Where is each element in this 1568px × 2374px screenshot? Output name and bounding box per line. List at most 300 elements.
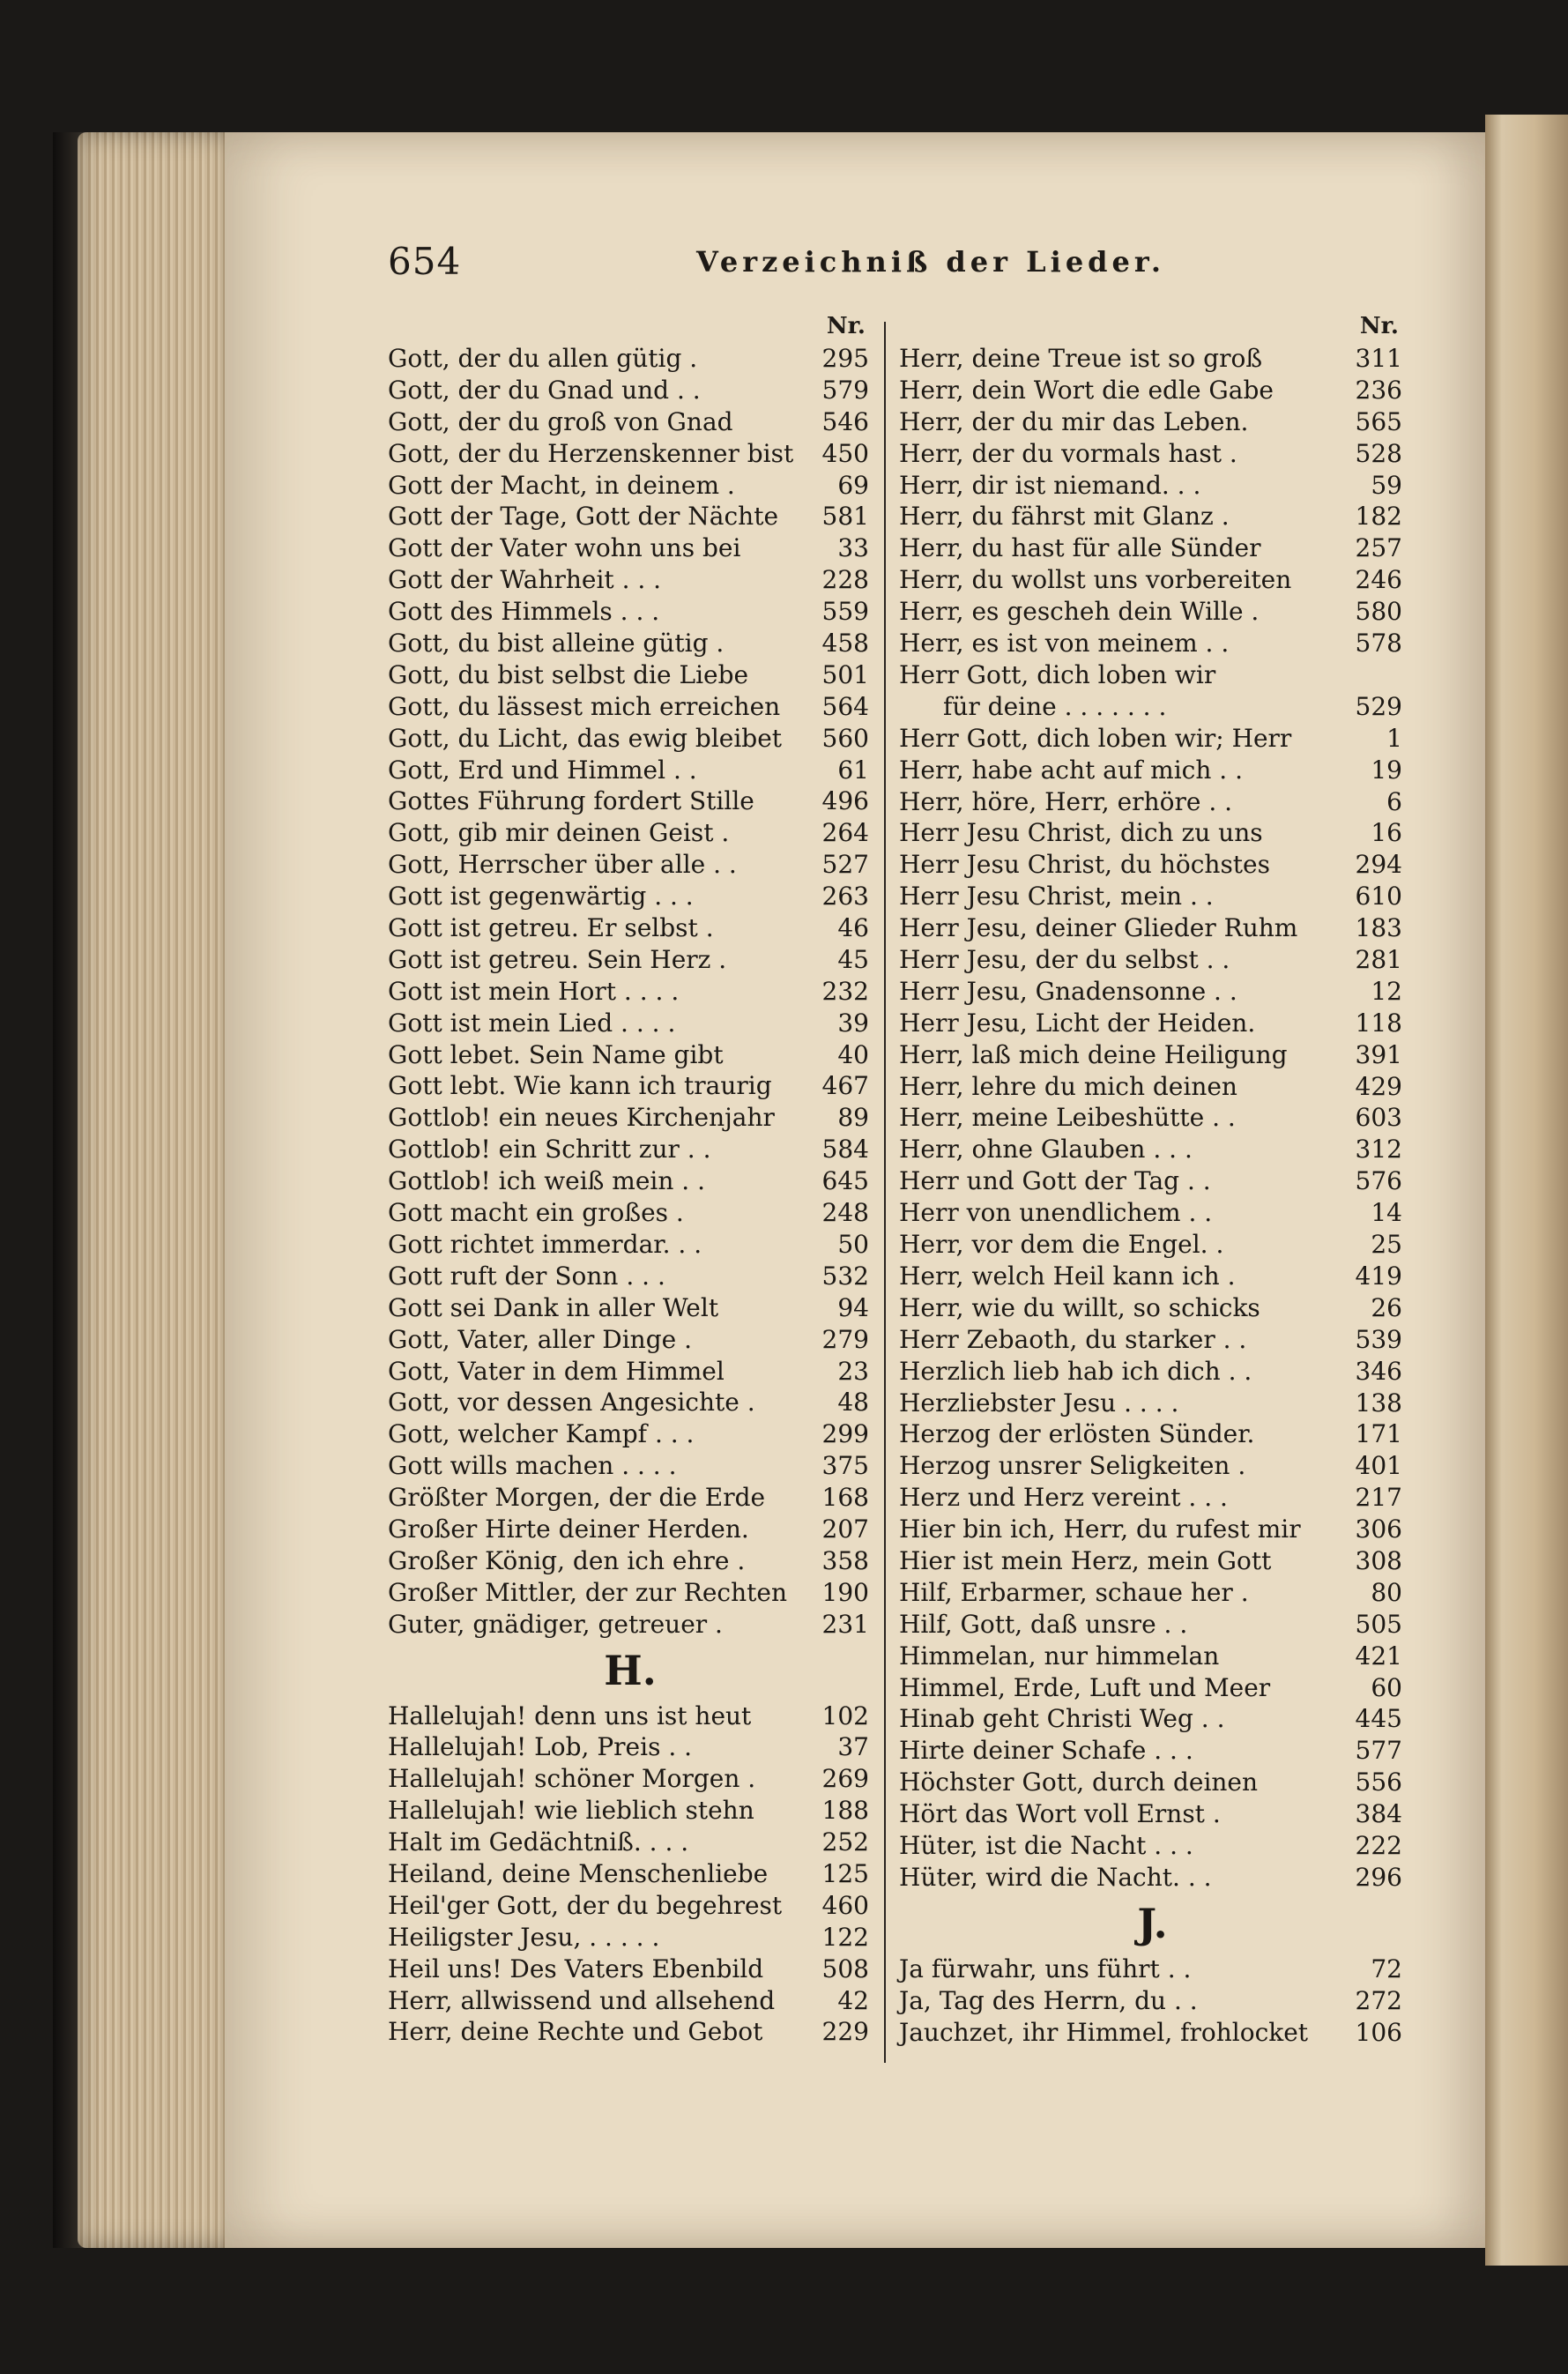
- index-entry: [388, 1229, 873, 1261]
- index-entry: [388, 343, 873, 375]
- hymn-title: Gott ruft der Sonn . . .: [388, 1261, 665, 1291]
- hymn-number: 384: [1355, 1799, 1402, 1829]
- hymn-number: 532: [821, 1261, 869, 1291]
- hymn-title: Herr, höre, Herr, erhöre . .: [899, 786, 1233, 816]
- hymn-title: Herr, dir ist niemand. . .: [899, 470, 1201, 500]
- hymn-title: Herr Gott, dich loben wir: [899, 659, 1216, 689]
- index-entry: [899, 501, 1406, 532]
- hymn-number: 264: [821, 818, 869, 848]
- index-entry: [899, 1165, 1406, 1197]
- hymn-title: Himmelan, nur himmelan: [899, 1641, 1220, 1671]
- index-entry: [388, 1070, 873, 1102]
- index-entry: [899, 659, 1406, 691]
- index-entry: [388, 691, 873, 723]
- hymn-title: Hilf, Gott, daß unsre . .: [899, 1609, 1188, 1639]
- hymn-number: 346: [1355, 1356, 1402, 1386]
- hymn-title: Herr, es ist von meinem . .: [899, 629, 1230, 659]
- hymn-title: Herzliebster Jesu . . . .: [899, 1388, 1179, 1418]
- index-entry: [899, 532, 1406, 564]
- hymn-number: 248: [821, 1198, 869, 1228]
- hymn-title: Gott ist getreu. Sein Herz .: [388, 944, 727, 974]
- hymn-title: Hört das Wort voll Ernst .: [899, 1799, 1221, 1829]
- hymn-number: 33: [837, 533, 869, 563]
- hymn-title: Gott des Himmels . . .: [388, 597, 660, 627]
- hymn-number: 228: [821, 565, 869, 595]
- index-entry: [899, 564, 1406, 596]
- hymn-number: 539: [1355, 1324, 1402, 1354]
- hymn-title: Herz und Herz vereint . . .: [899, 1483, 1228, 1513]
- index-entry: [899, 343, 1406, 375]
- hymn-title: Gott, Vater in dem Himmel: [388, 1356, 725, 1386]
- hymn-title: Hallelujah! denn uns ist heut: [388, 1700, 752, 1730]
- hymn-number: 505: [1355, 1609, 1402, 1639]
- index-entry: [899, 723, 1406, 755]
- hymn-number: 42: [837, 1985, 869, 2015]
- index-entry: [899, 1197, 1406, 1229]
- hymn-number: 578: [1355, 629, 1402, 659]
- hymn-number: 577: [1355, 1736, 1402, 1766]
- hymn-number: 69: [837, 470, 869, 500]
- index-entry: [388, 944, 873, 976]
- hymn-title: für deine . . . . . . .: [943, 691, 1167, 721]
- index-entry: [388, 1134, 873, 1165]
- index-entry: [388, 532, 873, 564]
- hymn-title: Gott der Vater wohn uns bei: [388, 533, 741, 563]
- hymn-number: 421: [1355, 1641, 1402, 1671]
- index-entry: [899, 1609, 1406, 1641]
- hymn-number: 207: [821, 1514, 869, 1544]
- hymn-number: 556: [1355, 1767, 1402, 1797]
- hymn-title: Hallelujah! schöner Morgen .: [388, 1764, 756, 1794]
- index-entry: [899, 1071, 1406, 1103]
- hymn-number: 312: [1355, 1135, 1402, 1165]
- hymn-title: Hinab geht Christi Weg . .: [899, 1704, 1225, 1734]
- hymn-title: Größter Morgen, der die Erde: [388, 1483, 766, 1513]
- entry-list: [899, 343, 1406, 2048]
- index-entry: [899, 1767, 1406, 1798]
- index-entry: [899, 691, 1406, 723]
- nr-column-header: Nr.: [1359, 313, 1399, 339]
- hymn-number: 106: [1355, 2017, 1402, 2047]
- index-entry: [899, 438, 1406, 470]
- hymn-title: Hilf, Erbarmer, schaue her .: [899, 1577, 1249, 1607]
- hymn-number: 564: [821, 691, 869, 721]
- index-entry: [899, 1703, 1406, 1735]
- index-entry: [899, 1134, 1406, 1165]
- hymn-title: Herr Jesu Christ, dich zu uns: [899, 818, 1263, 848]
- index-entry: [388, 1763, 873, 1795]
- index-entry: [899, 976, 1406, 1008]
- hymn-number: 118: [1355, 1008, 1402, 1038]
- section-letter: H.: [604, 1646, 657, 1694]
- page-number: 654: [388, 240, 462, 283]
- hymn-title: Gott richtet immerdar. . .: [388, 1229, 702, 1259]
- hymn-title: Gott, du Licht, das ewig bleibet: [388, 723, 783, 753]
- hymn-title: Herr, du hast für alle Sünder: [899, 533, 1261, 563]
- hymn-number: 401: [1355, 1451, 1402, 1481]
- index-entry: [388, 1954, 873, 1985]
- hymn-number: 40: [837, 1039, 869, 1069]
- index-entry: [388, 785, 873, 817]
- hymn-number: 581: [821, 502, 869, 532]
- index-entry: [388, 438, 873, 470]
- hymn-number: 308: [1355, 1545, 1402, 1575]
- hymn-number: 450: [821, 438, 869, 468]
- index-entry: [388, 1324, 873, 1356]
- hymn-title: Herr Jesu Christ, mein . .: [899, 882, 1214, 912]
- index-entry: [899, 755, 1406, 786]
- index-entry: [899, 1229, 1406, 1261]
- hymn-number: 80: [1371, 1577, 1402, 1607]
- hymn-title: Herr und Gott der Tag . .: [899, 1166, 1211, 1196]
- index-entry: [388, 1261, 873, 1292]
- hymn-number: 299: [821, 1419, 869, 1449]
- hymn-title: Hier bin ich, Herr, du rufest mir: [899, 1514, 1301, 1544]
- hymn-title: Hirte deiner Schafe . . .: [899, 1736, 1193, 1766]
- index-entry: [388, 912, 873, 944]
- index-entry: [899, 1798, 1406, 1830]
- hymn-title: Herr, lehre du mich deinen: [899, 1071, 1237, 1101]
- hymn-number: 458: [821, 629, 869, 659]
- index-entry: [899, 817, 1406, 849]
- hymn-title: Hier ist mein Herz, mein Gott: [899, 1545, 1272, 1575]
- hymn-number: 560: [821, 723, 869, 753]
- hymn-number: 12: [1371, 976, 1402, 1006]
- index-entry: [388, 2016, 873, 2048]
- index-entry: [388, 1292, 873, 1324]
- hymn-title: Gott ist gegenwärtig . . .: [388, 882, 694, 912]
- hymn-title: Herr Jesu, der du selbst . .: [899, 945, 1230, 975]
- hymn-title: Gott, vor dessen Angesichte .: [388, 1388, 755, 1418]
- hymn-number: 579: [821, 375, 869, 405]
- hymn-title: Herr von unendlichem . .: [899, 1198, 1213, 1228]
- index-entry: [388, 1985, 873, 2017]
- hymn-title: Gott der Macht, in deinem .: [388, 470, 735, 500]
- hymn-title: Herr, vor dem die Engel. .: [899, 1230, 1224, 1260]
- index-entry: [899, 849, 1406, 881]
- hymn-number: 501: [821, 659, 869, 689]
- hymn-title: Großer König, den ich ehre .: [388, 1545, 746, 1575]
- hymn-title: Gott, du lässest mich erreichen: [388, 691, 781, 721]
- index-entry: [899, 2017, 1406, 2049]
- index-entry: [388, 881, 873, 912]
- hymn-number: 1: [1386, 723, 1402, 753]
- hymn-number: 257: [1355, 533, 1402, 563]
- index-entry: [388, 755, 873, 786]
- hymn-title: Herr Zebaoth, du starker . .: [899, 1324, 1247, 1354]
- hymn-title: Herr, deine Treue ist so groß: [899, 344, 1263, 373]
- hymn-number: 72: [1371, 1954, 1402, 1983]
- index-entry: [899, 1641, 1406, 1672]
- hymn-title: Großer Hirte deiner Herden.: [388, 1514, 749, 1544]
- hymn-title: Ja, Tag des Herrn, du . .: [899, 1985, 1198, 2015]
- hymn-title: Herzog unsrer Seligkeiten .: [899, 1451, 1246, 1481]
- hymn-number: 294: [1355, 850, 1402, 880]
- index-entry: [899, 944, 1406, 976]
- hymn-number: 645: [821, 1166, 869, 1196]
- hymn-title: Herr, deine Rechte und Gebot: [388, 2017, 763, 2047]
- hymn-title: Herr, laß mich deine Heiligung: [899, 1039, 1288, 1069]
- hymn-title: Gott, der du allen gütig .: [388, 344, 698, 373]
- hymn-number: 603: [1355, 1103, 1402, 1133]
- index-entry: [899, 596, 1406, 628]
- hymn-number: 14: [1371, 1198, 1402, 1228]
- hymn-number: 89: [837, 1103, 869, 1133]
- hymn-number: 217: [1355, 1483, 1402, 1513]
- hymn-number: 19: [1371, 755, 1402, 785]
- index-entry: [388, 501, 873, 532]
- hymn-title: Gott ist getreu. Er selbst .: [388, 913, 714, 943]
- hymn-number: 39: [837, 1008, 869, 1038]
- index-entry: [388, 1387, 873, 1418]
- index-entry: [388, 1356, 873, 1388]
- hymn-title: Hüter, wird die Nacht. . .: [899, 1862, 1212, 1892]
- hymn-title: Herr Gott, dich loben wir; Herr: [899, 723, 1292, 753]
- hymn-number: 528: [1355, 438, 1402, 468]
- index-entry: [899, 1450, 1406, 1482]
- index-entry: [388, 1731, 873, 1763]
- index-entry: [388, 976, 873, 1008]
- nr-column-header: Nr.: [826, 313, 866, 339]
- index-entry: [388, 1700, 873, 1732]
- index-entry: [388, 1577, 873, 1609]
- index-entry: [899, 912, 1406, 944]
- section-letter: J.: [1137, 1899, 1168, 1947]
- hymn-number: 45: [837, 944, 869, 974]
- hymn-number: 546: [821, 406, 869, 436]
- hymn-title: Höchster Gott, durch deinen: [899, 1767, 1259, 1797]
- hymn-number: 467: [821, 1071, 869, 1101]
- index-entry: [388, 1418, 873, 1450]
- index-entry: [899, 1102, 1406, 1134]
- hymn-number: 229: [821, 2017, 869, 2047]
- hymn-number: 171: [1355, 1419, 1402, 1449]
- hymn-number: 94: [837, 1292, 869, 1322]
- index-entry: [388, 1795, 873, 1827]
- hymn-number: 391: [1355, 1039, 1402, 1069]
- hymn-title: Gott ist mein Lied . . . .: [388, 1008, 676, 1038]
- hymn-number: 16: [1371, 818, 1402, 848]
- index-entry: [388, 659, 873, 691]
- page-header: [388, 240, 1401, 293]
- index-entry: [388, 1922, 873, 1954]
- hymn-number: 50: [837, 1229, 869, 1259]
- hymn-number: 23: [837, 1356, 869, 1386]
- index-entry: [388, 470, 873, 502]
- index-entry: [388, 1545, 873, 1577]
- index-entry: [388, 406, 873, 438]
- index-entry: [899, 1356, 1406, 1388]
- index-entry: [388, 564, 873, 596]
- hymn-title: Herr, der du mir das Leben.: [899, 406, 1249, 436]
- hymn-title: Himmel, Erde, Luft und Meer: [899, 1672, 1271, 1702]
- hymn-number: 496: [821, 786, 869, 816]
- hymn-number: 102: [821, 1700, 869, 1730]
- hymn-number: 358: [821, 1545, 869, 1575]
- hymn-title: Gott macht ein großes .: [388, 1198, 684, 1228]
- hymn-title: Gott lebet. Sein Name gibt: [388, 1039, 724, 1069]
- hymn-number: 26: [1371, 1292, 1402, 1322]
- hymn-number: 122: [821, 1922, 869, 1952]
- index-entry: [388, 596, 873, 628]
- hymn-number: 25: [1371, 1230, 1402, 1260]
- hymn-number: 6: [1386, 786, 1402, 816]
- hymn-number: 419: [1355, 1261, 1402, 1291]
- hymn-number: 48: [837, 1388, 869, 1418]
- hymn-title: Herr Jesu, Licht der Heiden.: [899, 1008, 1256, 1038]
- hymn-title: Hallelujah! wie lieblich stehn: [388, 1796, 754, 1826]
- hymn-number: 576: [1355, 1166, 1402, 1196]
- index-entry: [899, 1388, 1406, 1419]
- hymn-title: Herzlich lieb hab ich dich . .: [899, 1356, 1252, 1386]
- index-column-right: [899, 313, 1406, 2072]
- index-entry: [899, 786, 1406, 818]
- index-entry: [388, 1827, 873, 1858]
- index-entry: [388, 1482, 873, 1514]
- index-entry: [388, 1890, 873, 1922]
- facing-page-edge: [1485, 115, 1568, 2266]
- index-entry: [899, 1862, 1406, 1894]
- index-entry: [899, 881, 1406, 912]
- index-entry: [899, 1985, 1406, 2017]
- hymn-title: Jauchzet, ihr Himmel, frohlocket: [899, 2017, 1309, 2047]
- hymn-number: 584: [821, 1135, 869, 1165]
- hymn-title: Halt im Gedächtniß. . . .: [388, 1827, 689, 1857]
- hymn-title: Gottes Führung fordert Stille: [388, 786, 754, 816]
- hymn-number: 190: [821, 1577, 869, 1607]
- index-entry: [899, 1292, 1406, 1324]
- hymn-title: Herr, habe acht auf mich . .: [899, 755, 1243, 785]
- hymn-title: Herr, dein Wort die edle Gabe: [899, 375, 1274, 405]
- running-title: Verzeichniß der Lieder.: [696, 245, 1165, 279]
- hymn-number: 508: [821, 1954, 869, 1983]
- hymn-title: Gottlob! ein neues Kirchenjahr: [388, 1103, 775, 1133]
- hymn-title: Gott, Vater, aller Dinge .: [388, 1324, 692, 1354]
- index-entry: [388, 1609, 873, 1641]
- index-entry: [388, 1102, 873, 1134]
- index-entry: [388, 1858, 873, 1890]
- hymn-number: 61: [837, 755, 869, 785]
- hymn-number: 138: [1355, 1388, 1402, 1418]
- hymn-number: 252: [821, 1827, 869, 1857]
- index-entry: [899, 1735, 1406, 1767]
- index-entry: [899, 470, 1406, 502]
- hymn-number: 529: [1355, 691, 1402, 721]
- hymn-title: Gott der Tage, Gott der Nächte: [388, 502, 779, 532]
- hymn-number: 46: [837, 913, 869, 943]
- hymn-title: Gott, Erd und Himmel . .: [388, 755, 697, 785]
- hymn-number: 236: [1355, 375, 1402, 405]
- hymn-title: Gott, der du groß von Gnad: [388, 406, 733, 436]
- hymn-number: 296: [1355, 1862, 1402, 1892]
- index-entry: [899, 1418, 1406, 1450]
- hymn-title: Gott ist mein Hort . . . .: [388, 976, 680, 1006]
- hymn-title: Herr, du fährst mit Glanz .: [899, 502, 1230, 532]
- hymn-number: 295: [821, 344, 869, 373]
- column-divider: [884, 322, 886, 2063]
- hymn-title: Heil uns! Des Vaters Ebenbild: [388, 1954, 764, 1983]
- index-entry: [899, 1954, 1406, 1985]
- hymn-title: Gott, der du Gnad und . .: [388, 375, 701, 405]
- index-entry: [388, 375, 873, 406]
- hymn-title: Herzog der erlösten Sünder.: [899, 1419, 1255, 1449]
- hymn-title: Gott, der du Herzenskenner bist: [388, 438, 794, 468]
- hymn-number: 272: [1355, 1985, 1402, 2015]
- hymn-number: 445: [1355, 1704, 1402, 1734]
- hymn-number: 59: [1371, 470, 1402, 500]
- index-entry: [388, 1514, 873, 1545]
- hymn-number: 429: [1355, 1071, 1402, 1101]
- index-entry: [388, 849, 873, 881]
- hymn-title: Herr, wie du willt, so schicks: [899, 1292, 1260, 1322]
- index-entry: [388, 817, 873, 849]
- hymn-title: Gott, du bist selbst die Liebe: [388, 659, 749, 689]
- hymn-number: 559: [821, 597, 869, 627]
- hymn-title: Herr Jesu, Gnadensonne . .: [899, 976, 1237, 1006]
- index-entry: [899, 1545, 1406, 1577]
- hymn-title: Guter, gnädiger, getreuer .: [388, 1609, 723, 1639]
- hymn-number: 182: [1355, 502, 1402, 532]
- hymn-title: Hallelujah! Lob, Preis . .: [388, 1732, 693, 1762]
- hymn-number: 460: [821, 1890, 869, 1920]
- hymn-number: 37: [837, 1732, 869, 1762]
- hymn-title: Großer Mittler, der zur Rechten: [388, 1577, 788, 1607]
- index-column-left: [388, 313, 873, 2072]
- hymn-title: Gottlob! ein Schritt zur . .: [388, 1135, 711, 1165]
- index-entry: [899, 628, 1406, 659]
- hymn-title: Gott sei Dank in aller Welt: [388, 1292, 719, 1322]
- hymn-title: Herr, meine Leibeshütte . .: [899, 1103, 1236, 1133]
- hymn-number: 232: [821, 976, 869, 1006]
- index-entry: [388, 1450, 873, 1482]
- hymn-number: 231: [821, 1609, 869, 1639]
- hymn-title: Herr, du wollst uns vorbereiten: [899, 565, 1292, 595]
- index-entry: [388, 628, 873, 659]
- hymn-title: Herr, es gescheh dein Wille .: [899, 597, 1260, 627]
- hymn-title: Herr, ohne Glauben . . .: [899, 1135, 1193, 1165]
- hymn-number: 183: [1355, 913, 1402, 943]
- hymn-number: 279: [821, 1324, 869, 1354]
- hymn-title: Herr Jesu Christ, du höchstes: [899, 850, 1270, 880]
- hymn-number: 306: [1355, 1514, 1402, 1544]
- hymn-number: 269: [821, 1764, 869, 1794]
- hymn-number: 125: [821, 1858, 869, 1888]
- index-entry: [388, 1197, 873, 1229]
- hymn-number: 168: [821, 1483, 869, 1513]
- hymn-title: Herr, allwissend und allsehend: [388, 1985, 776, 2015]
- index-entry: [388, 1039, 873, 1071]
- hymn-title: Gott, Herrscher über alle . .: [388, 850, 737, 880]
- hymn-number: 580: [1355, 597, 1402, 627]
- index-entry: [899, 1261, 1406, 1292]
- index-entry: [899, 1672, 1406, 1704]
- hymn-title: Gott, welcher Kampf . . .: [388, 1419, 695, 1449]
- hymn-number: 565: [1355, 406, 1402, 436]
- index-entry: [899, 1482, 1406, 1514]
- hymn-title: Gott wills machen . . . .: [388, 1451, 677, 1481]
- hymn-title: Heil'ger Gott, der du begehrest: [388, 1890, 783, 1920]
- index-entry: [899, 1039, 1406, 1071]
- index-entry: [388, 723, 873, 755]
- hymn-title: Gott, du bist alleine gütig .: [388, 629, 725, 659]
- index-entry: [899, 406, 1406, 438]
- index-entry: [899, 1008, 1406, 1039]
- hymn-title: Heiligster Jesu, . . . . .: [388, 1922, 660, 1952]
- index-entry: [388, 1165, 873, 1197]
- hymn-number: 60: [1371, 1672, 1402, 1702]
- hymn-number: 246: [1355, 565, 1402, 595]
- hymn-number: 375: [821, 1451, 869, 1481]
